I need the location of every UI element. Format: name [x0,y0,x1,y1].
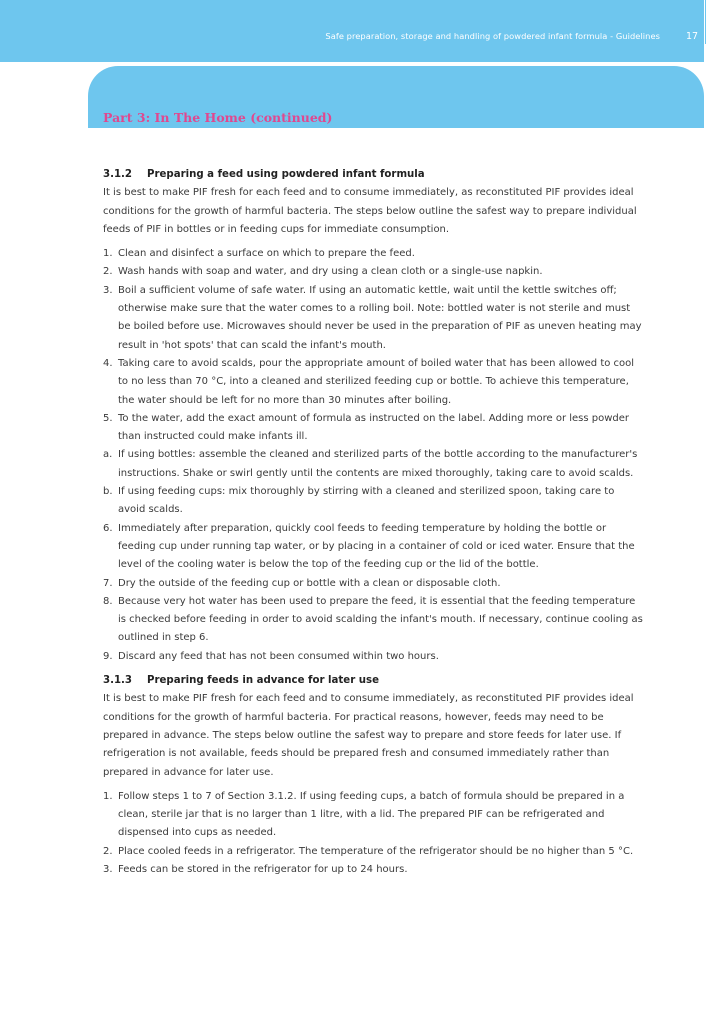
list-item-text: Feeds can be stored in the refrigerator for up to 24 hours. [118,863,408,875]
list-item-text: Discard any feed that has not been consumed within two hours. [118,650,439,662]
list-item [103,263,643,281]
list-item-text: Dry the outside of the feeding cup or bottle with a clean or disposable cloth. [118,577,501,589]
list-item-text: To the water, add the exact amount of formula as instructed on the label. Adding more or less powder than instructed could make infants ill. [118,412,630,443]
list-marker: 2. [103,845,113,857]
steps-list-3-1-2 [103,245,643,666]
list-item [103,648,643,666]
list-marker: 2. [103,266,113,278]
list-item-text: Because very hot water has been used to prepare the feed, it is essential that the feeding temperature is checked before feeding in order to avoid scalding the infant's mouth. If necessary, continue cooling as outlined in step 6. [118,595,643,644]
list-marker: 3. [103,863,113,875]
list-item-text: Wash hands with soap and water, and dry using a clean cloth or a single-use napkin. [118,266,543,278]
steps-list-3-1-3 [103,788,643,879]
list-item [103,282,643,355]
list-item [103,520,643,575]
intro-paragraph: It is best to make PIF fresh for each feed and to consume immediately, as reconstituted PIF provides ideal conditions for the growth of harmful bacteria. For practical reasons, however, feeds may need to be prepared in advance. The steps below outline the safest way to prepare and store feeds for later use. If refrigeration is not available, feeds should be prepared fresh and consumed immediately rather than prepared in advance for later use. [103,693,634,778]
running-title: Safe preparation, storage and handling of powdered infant formula - Guidelines [325,31,660,41]
list-item [103,245,643,263]
list-marker: 6. [103,522,113,534]
list-item-text: Clean and disinfect a surface on which to prepare the feed. [118,248,415,260]
list-item [103,355,643,410]
list-item-text: Boil a sufficient volume of safe water. If using an automatic kettle, wait until the kettle switches off; otherwise make sure that the water comes to a rolling boil. Note: bottled water is not sterile and must be boiled before use. Microwaves should never be used in the preparation of PIF as uneven heating may result in 'hot spots' that can scald the infant's mouth. [118,284,642,351]
list-item-text: Place cooled feeds in a refrigerator. The temperature of the refrigerator should be no higher than 5 °C. [118,845,634,857]
subsection-number: 3.1.2 [103,169,133,180]
document-body [103,166,643,879]
section-heading: Part 3: In The Home (continued) [103,110,333,125]
list-item-text: Immediately after preparation, quickly cool feeds to feeding temperature by holding the bottle or feeding cup under running tap water, or by placing in a container of cold or iced water. Ensure that the level of the cooling water is below the top of the feeding cup or the lid of the bottle. [118,522,635,571]
list-marker: b. [103,486,113,498]
list-item [103,410,643,447]
list-marker: 8. [103,595,113,607]
list-item-text: Taking care to avoid scalds, pour the appropriate amount of boiled water that has been allowed to cool to no less than 70 °C, into a cleaned and sterilized feeding cup or bottle. To achieve this temperature, the water should be left for no more than 30 minutes after boiling. [118,357,635,406]
subsection-heading-3-1-2 [103,166,643,184]
list-marker: 3. [103,284,113,296]
list-item-text: If using feeding cups: mix thoroughly by stirring with a cleaned and sterilized spoon, taking care to avoid scalds. [118,486,615,516]
list-item [103,593,643,648]
margin-rule [705,0,706,44]
list-item [103,861,643,879]
list-item [103,575,643,593]
subsection-number: 3.1.3 [103,675,133,687]
list-marker: a. [103,449,113,461]
list-item [103,446,643,483]
subsection-heading-3-1-3 [103,672,643,690]
page-number: 17 [686,31,699,42]
subsection-title: Preparing feeds in advance for later use [147,675,379,687]
list-item-text: Follow steps 1 to 7 of Section 3.1.2. If using feeding cups, a batch of formula should be prepared in a clean, sterile jar that is no larger than 1 litre, with a lid. The prepared PIF can be refrigerated and dispensed into cups as needed. [118,790,625,839]
list-marker: 5. [103,412,113,424]
list-marker: 4. [103,357,113,369]
intro-paragraph: It is best to make PIF fresh for each feed and to consume immediately, as reconstituted PIF provides ideal conditions for the growth of harmful bacteria. The steps below outline the safest way to prepare individual feeds of PIF in bottles or in feeding cups for immediate consumption. [103,187,637,235]
list-marker: 1. [103,790,113,802]
list-marker: 9. [103,650,113,662]
list-item [103,788,643,843]
list-marker: 1. [103,248,113,260]
list-item [103,843,643,861]
list-item [103,483,643,520]
list-item-text: If using bottles: assemble the cleaned and sterilized parts of the bottle according to the manufacturer's instructions. Shake or swirl gently until the contents are mixed thoroughly, taking care to avoid scalds. [118,449,638,479]
list-marker: 7. [103,577,113,589]
subsection-title: Preparing a feed using powdered infant formula [147,169,425,180]
